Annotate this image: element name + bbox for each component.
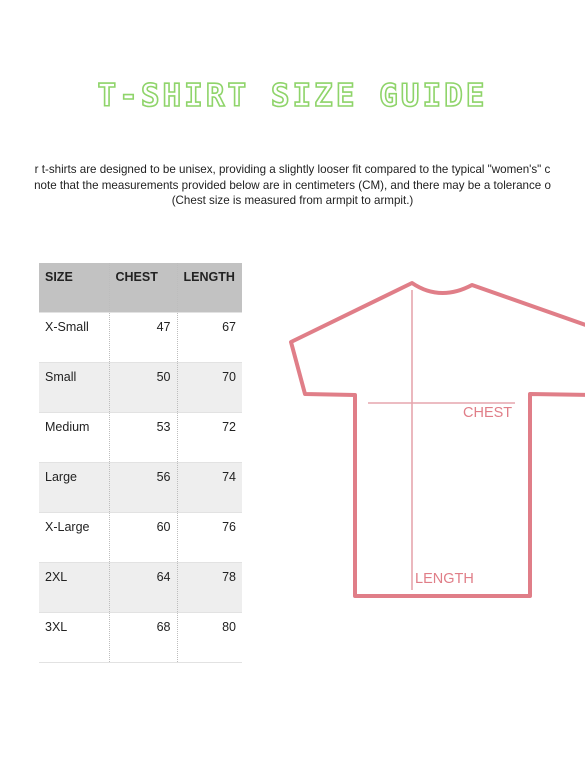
table-row bbox=[39, 412, 242, 462]
length-cell: 76 bbox=[177, 512, 242, 562]
intro-text bbox=[0, 162, 585, 209]
chest-cell: 53 bbox=[109, 412, 177, 462]
chest-cell: 50 bbox=[109, 362, 177, 412]
size-cell: Small bbox=[39, 362, 109, 412]
intro-line: note that the measurements provided below are in centimeters (CM), and there may be a tolerance o bbox=[34, 178, 551, 192]
size-cell: X-Large bbox=[39, 512, 109, 562]
table-row bbox=[39, 462, 242, 512]
intro-line: r t-shirts are designed to be unisex, providing a slightly looser fit compared to the typical "women's" c bbox=[34, 163, 551, 176]
table-row bbox=[39, 612, 242, 662]
chest-cell: 60 bbox=[109, 512, 177, 562]
table-header-row bbox=[39, 263, 242, 312]
length-label: LENGTH bbox=[415, 571, 474, 587]
length-cell: 78 bbox=[177, 562, 242, 612]
size-cell: 2XL bbox=[39, 562, 109, 612]
length-cell: 67 bbox=[177, 312, 242, 362]
tshirt-outline bbox=[291, 283, 585, 596]
length-cell: 70 bbox=[177, 362, 242, 412]
chest-cell: 68 bbox=[109, 612, 177, 662]
chest-cell: 47 bbox=[109, 312, 177, 362]
length-cell: 74 bbox=[177, 462, 242, 512]
length-cell: 72 bbox=[177, 412, 242, 462]
intro-line: (Chest size is measured from armpit to armpit.) bbox=[171, 194, 414, 207]
size-cell: Medium bbox=[39, 412, 109, 462]
size-cell: 3XL bbox=[39, 612, 109, 662]
column-header-length: LENGTH bbox=[177, 263, 242, 312]
chest-label: CHEST bbox=[463, 405, 513, 421]
length-cell: 80 bbox=[177, 612, 242, 662]
size-table bbox=[39, 263, 242, 663]
chest-cell: 64 bbox=[109, 562, 177, 612]
column-header-size: SIZE bbox=[39, 263, 109, 312]
column-header-chest: CHEST bbox=[109, 263, 177, 312]
chest-cell: 56 bbox=[109, 462, 177, 512]
table-row bbox=[39, 362, 242, 412]
table-row bbox=[39, 512, 242, 562]
table-row bbox=[39, 562, 242, 612]
size-cell: X-Small bbox=[39, 312, 109, 362]
table-row bbox=[39, 312, 242, 362]
page-title: T-SHIRT SIZE GUIDE bbox=[97, 78, 488, 114]
size-cell: Large bbox=[39, 462, 109, 512]
